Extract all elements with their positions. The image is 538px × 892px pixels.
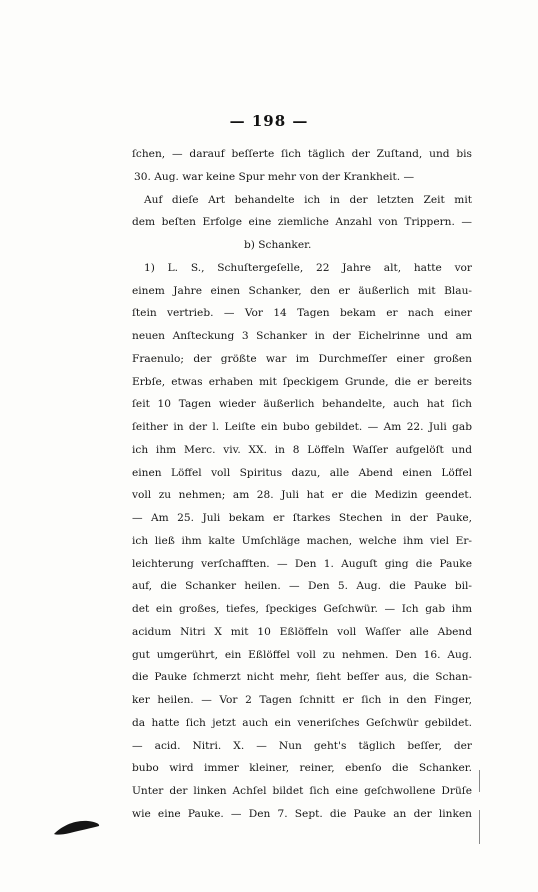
text-line: — acid. Nitri. X. — Nun geht's täglich beſſer, der <box>132 739 472 752</box>
text-line: ker heilen. — Vor 2 Tagen ſchnitt er ſich in den Finger, <box>132 694 472 706</box>
section-subheading: b) Schanker. <box>244 239 312 251</box>
text-line: ſeither in der l. Leiſte ein bubo gebildet. — Am 22. Juli gab <box>132 421 472 433</box>
text-line: bubo wird immer kleiner, reiner, ebenſo die Schanker. <box>132 762 472 775</box>
text-line: ſchen, — darauf beſſerte ſich täglich der Zuſtand, und bis <box>132 148 472 160</box>
text-line: da hatte ſich jetzt auch ein veneriſches Geſchwür gebildet. <box>132 716 472 729</box>
text-line: einen Löffel voll Spiritus dazu, alle Abend einen Löffel <box>132 466 472 479</box>
text-line: auf, die Schanker heilen. — Den 5. Aug. die Pauke bil- <box>132 580 472 593</box>
text-line: neuen Anſteckung 3 Schanker in der Eichelrinne und am <box>132 330 472 342</box>
text-line: einem Jahre einen Schanker, den er äußerlich mit Blau- <box>132 284 472 297</box>
ink-smudge <box>52 818 102 836</box>
text-line: dem beſten Erfolge eine ziemliche Anzahl von Trippern. — <box>132 216 472 229</box>
text-line: Unter der linken Achſel bildet ſich eine geſchwollene Drüſe <box>132 785 472 797</box>
text-line: wie eine Pauke. — Den 7. Sept. die Pauke an der linken <box>132 807 472 820</box>
text-line: ich ihm Merc. viv. XX. in 8 Löffeln Waſſer aufgelöſt und <box>132 443 472 456</box>
text-line: die Pauke ſchmerzt nicht mehr, ſieht beſſer aus, die Schan- <box>132 671 472 684</box>
page-number-header: — 198 — <box>229 112 309 130</box>
text-line: — Am 25. Juli bekam er ſtarkes Stechen in der Pauke, <box>132 512 472 524</box>
text-line: 1) L. S., Schuſtergeſelle, 22 Jahre alt, hatte vor <box>144 261 472 274</box>
text-line: Fraenulo; der größte war im Durchmeſſer einer großen <box>132 352 472 365</box>
margin-line-mark <box>479 810 480 844</box>
page-body-text <box>132 143 472 826</box>
text-line: Erbſe, etwas erhaben mit ſpeckigem Grunde, die er bereits <box>132 375 472 388</box>
margin-line-mark <box>479 770 480 792</box>
text-line: gut umgerührt, ein Eßlöffel voll zu nehmen. Den 16. Aug. <box>132 648 472 661</box>
text-line: voll zu nehmen; am 28. Juli hat er die Medizin geendet. <box>132 489 472 502</box>
text-line: ſtein vertrieb. — Vor 14 Tagen bekam er nach einer <box>132 307 472 320</box>
text-line: Auf dieſe Art behandelte ich in der letzten Zeit mit <box>144 193 472 206</box>
text-line: det ein großes, tiefes, ſpeckiges Geſchwür. — Ich gab ihm <box>132 603 472 615</box>
text-line: ich ließ ihm kalte Umſchläge machen, welche ihm viel Er- <box>132 534 472 547</box>
text-line: ſeit 10 Tagen wieder äußerlich behandelte, auch hat ſich <box>132 398 472 411</box>
text-line: 30. Aug. war keine Spur mehr von der Krankheit. — <box>134 170 415 183</box>
text-line: leichterung verſchafften. — Den 1. Auguſt ging die Pauke <box>132 557 472 570</box>
text-line: acidum Nitri X mit 10 Eßlöffeln voll Waſſer alle Abend <box>132 625 472 638</box>
